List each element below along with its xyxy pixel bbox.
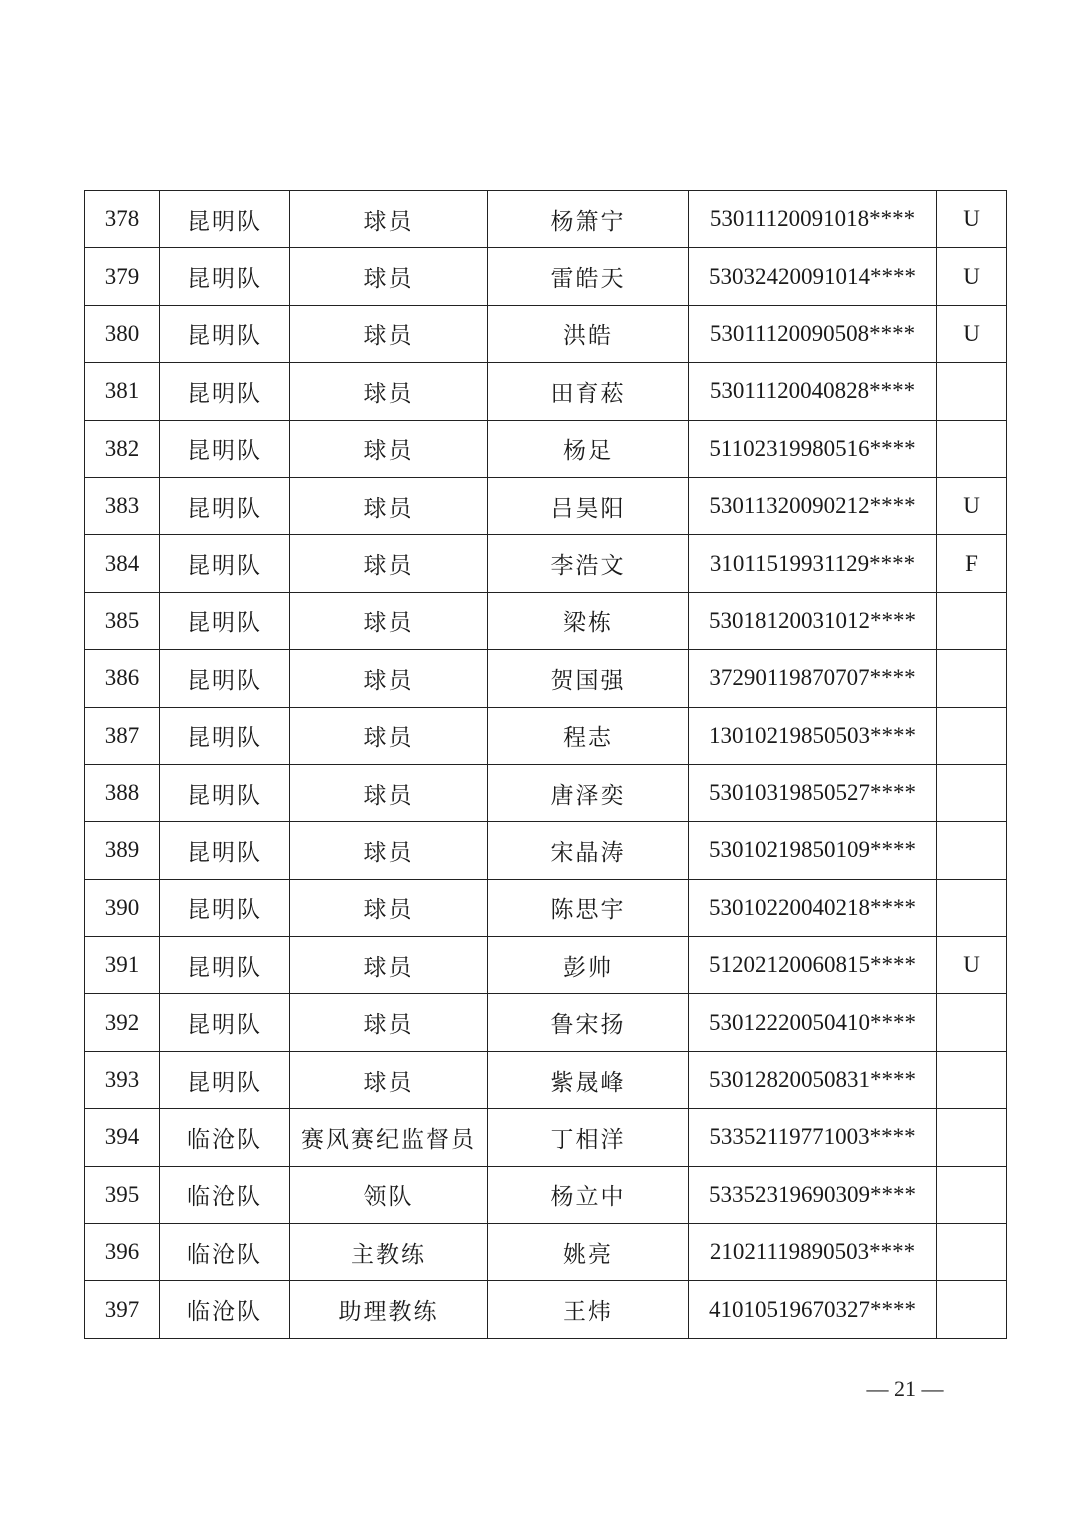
mark-cell: [937, 592, 1007, 649]
team-cell: 昆明队: [160, 650, 290, 707]
name-cell: 田育菘: [488, 363, 689, 420]
page-number: — 21 —: [866, 1376, 944, 1401]
row-number: 385: [85, 592, 160, 649]
name-cell: 陈思宇: [488, 879, 689, 936]
team-cell: 昆明队: [160, 822, 290, 879]
mark-cell: [937, 650, 1007, 707]
role-cell: 赛风赛纪监督员: [290, 1109, 488, 1166]
role-cell: 球员: [290, 191, 488, 248]
team-cell: 临沧队: [160, 1109, 290, 1166]
team-cell: 昆明队: [160, 420, 290, 477]
row-number: 395: [85, 1166, 160, 1223]
id-number-cell: 53010319850527****: [689, 764, 937, 821]
mark-cell: [937, 879, 1007, 936]
table-row: [85, 1051, 1007, 1108]
table-row: [85, 420, 1007, 477]
role-cell: 球员: [290, 363, 488, 420]
team-cell: 昆明队: [160, 764, 290, 821]
table-row: [85, 764, 1007, 821]
team-cell: 昆明队: [160, 937, 290, 994]
table-row: [85, 592, 1007, 649]
role-cell: 球员: [290, 707, 488, 764]
row-number: 379: [85, 248, 160, 305]
row-number: 397: [85, 1281, 160, 1338]
row-number: 383: [85, 477, 160, 534]
id-number-cell: 53010219850109****: [689, 822, 937, 879]
name-cell: 丁相洋: [488, 1109, 689, 1166]
name-cell: 程志: [488, 707, 689, 764]
id-number-cell: 53352119771003****: [689, 1109, 937, 1166]
table-row: [85, 994, 1007, 1051]
role-cell: 球员: [290, 420, 488, 477]
table-row: [85, 1109, 1007, 1166]
role-cell: 球员: [290, 764, 488, 821]
team-cell: 昆明队: [160, 535, 290, 592]
role-cell: 球员: [290, 592, 488, 649]
team-cell: 昆明队: [160, 879, 290, 936]
name-cell: 彭帅: [488, 937, 689, 994]
row-number: 382: [85, 420, 160, 477]
id-number-cell: 53010220040218****: [689, 879, 937, 936]
row-number: 381: [85, 363, 160, 420]
name-cell: 杨箫宁: [488, 191, 689, 248]
table-row: [85, 1166, 1007, 1223]
role-cell: 球员: [290, 477, 488, 534]
row-number: 384: [85, 535, 160, 592]
role-cell: 助理教练: [290, 1281, 488, 1338]
table-row: [85, 477, 1007, 534]
name-cell: 杨足: [488, 420, 689, 477]
mark-cell: [937, 764, 1007, 821]
row-number: 388: [85, 764, 160, 821]
mark-cell: U: [937, 305, 1007, 362]
mark-cell: [937, 994, 1007, 1051]
id-number-cell: 51202120060815****: [689, 937, 937, 994]
table-row: [85, 305, 1007, 362]
id-number-cell: 53032420091014****: [689, 248, 937, 305]
row-number: 389: [85, 822, 160, 879]
mark-cell: [937, 822, 1007, 879]
id-number-cell: 21021119890503****: [689, 1224, 937, 1281]
mark-cell: U: [937, 937, 1007, 994]
id-number-cell: 53352319690309****: [689, 1166, 937, 1223]
mark-cell: [937, 707, 1007, 764]
team-cell: 临沧队: [160, 1281, 290, 1338]
name-cell: 姚亮: [488, 1224, 689, 1281]
id-number-cell: 37290119870707****: [689, 650, 937, 707]
name-cell: 唐泽奕: [488, 764, 689, 821]
mark-cell: [937, 363, 1007, 420]
mark-cell: [937, 1109, 1007, 1166]
mark-cell: U: [937, 191, 1007, 248]
table-row: [85, 363, 1007, 420]
row-number: 391: [85, 937, 160, 994]
role-cell: 球员: [290, 535, 488, 592]
name-cell: 王炜: [488, 1281, 689, 1338]
role-cell: 领队: [290, 1166, 488, 1223]
table-row: [85, 248, 1007, 305]
roster-table: [84, 190, 1007, 1339]
team-cell: 昆明队: [160, 305, 290, 362]
id-number-cell: 53011120090508****: [689, 305, 937, 362]
role-cell: 球员: [290, 822, 488, 879]
id-number-cell: 31011519931129****: [689, 535, 937, 592]
table-row: [85, 191, 1007, 248]
table-row: [85, 707, 1007, 764]
table-row: [85, 1224, 1007, 1281]
id-number-cell: 53011320090212****: [689, 477, 937, 534]
team-cell: 昆明队: [160, 248, 290, 305]
mark-cell: U: [937, 477, 1007, 534]
row-number: 390: [85, 879, 160, 936]
id-number-cell: 53018120031012****: [689, 592, 937, 649]
id-number-cell: 53012820050831****: [689, 1051, 937, 1108]
mark-cell: [937, 1166, 1007, 1223]
name-cell: 杨立中: [488, 1166, 689, 1223]
name-cell: 鲁宋扬: [488, 994, 689, 1051]
role-cell: 球员: [290, 937, 488, 994]
table-row: [85, 822, 1007, 879]
mark-cell: U: [937, 248, 1007, 305]
row-number: 380: [85, 305, 160, 362]
role-cell: 球员: [290, 248, 488, 305]
table-row: [85, 535, 1007, 592]
mark-cell: [937, 1224, 1007, 1281]
team-cell: 昆明队: [160, 592, 290, 649]
team-cell: 昆明队: [160, 707, 290, 764]
team-cell: 昆明队: [160, 1051, 290, 1108]
name-cell: 紫晟峰: [488, 1051, 689, 1108]
role-cell: 主教练: [290, 1224, 488, 1281]
row-number: 394: [85, 1109, 160, 1166]
id-number-cell: 53011120091018****: [689, 191, 937, 248]
row-number: 386: [85, 650, 160, 707]
mark-cell: [937, 1051, 1007, 1108]
table-row: [85, 1281, 1007, 1338]
name-cell: 洪皓: [488, 305, 689, 362]
table-row: [85, 879, 1007, 936]
role-cell: 球员: [290, 879, 488, 936]
name-cell: 贺国强: [488, 650, 689, 707]
name-cell: 梁栋: [488, 592, 689, 649]
id-number-cell: 41010519670327****: [689, 1281, 937, 1338]
team-cell: 昆明队: [160, 477, 290, 534]
name-cell: 雷皓天: [488, 248, 689, 305]
row-number: 396: [85, 1224, 160, 1281]
mark-cell: F: [937, 535, 1007, 592]
roster-table-body: [85, 191, 1007, 1339]
row-number: 392: [85, 994, 160, 1051]
name-cell: 李浩文: [488, 535, 689, 592]
team-cell: 昆明队: [160, 191, 290, 248]
row-number: 393: [85, 1051, 160, 1108]
name-cell: 宋晶涛: [488, 822, 689, 879]
id-number-cell: 51102319980516****: [689, 420, 937, 477]
role-cell: 球员: [290, 994, 488, 1051]
id-number-cell: 53011120040828****: [689, 363, 937, 420]
role-cell: 球员: [290, 650, 488, 707]
team-cell: 临沧队: [160, 1166, 290, 1223]
id-number-cell: 53012220050410****: [689, 994, 937, 1051]
role-cell: 球员: [290, 305, 488, 362]
team-cell: 昆明队: [160, 994, 290, 1051]
mark-cell: [937, 1281, 1007, 1338]
row-number: 378: [85, 191, 160, 248]
team-cell: 昆明队: [160, 363, 290, 420]
name-cell: 吕昊阳: [488, 477, 689, 534]
row-number: 387: [85, 707, 160, 764]
table-row: [85, 937, 1007, 994]
table-row: [85, 650, 1007, 707]
mark-cell: [937, 420, 1007, 477]
id-number-cell: 13010219850503****: [689, 707, 937, 764]
role-cell: 球员: [290, 1051, 488, 1108]
team-cell: 临沧队: [160, 1224, 290, 1281]
